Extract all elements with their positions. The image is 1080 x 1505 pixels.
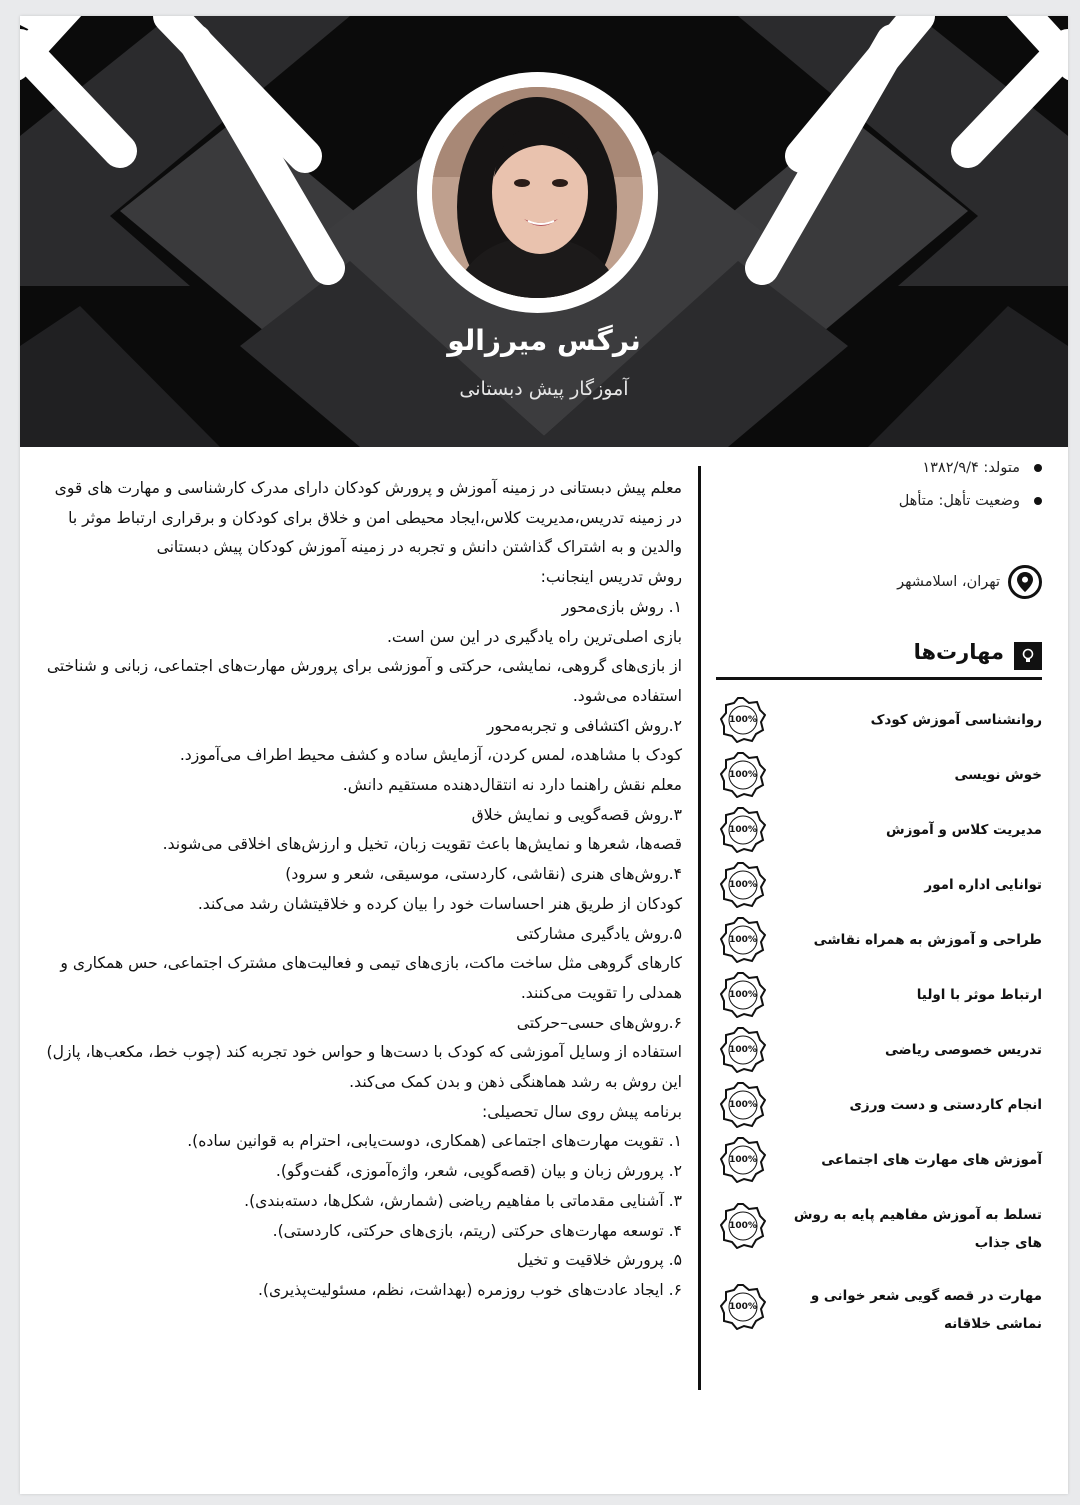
about-line: ۳.روش قصه‌گویی و نمایش خلاق [471,805,682,824]
skill-label: تسلط به آموزش مفاهیم پایه به روش های جذاب [793,1207,1042,1251]
skill-label: روانشناسی آموزش کودک [870,712,1042,728]
about-line: ۱. روش بازی‌محور [561,597,682,616]
skill-level-badge [720,1203,766,1249]
about-section [42,474,682,1306]
skill-item [716,1282,1042,1332]
lightbulb-icon [1014,642,1042,670]
skill-percent: 100% [729,1100,757,1110]
info-birthdate: متولد: ۱۳۸۲/۹/۴ [922,460,1042,476]
resume-name: نرگس میرزالو [447,324,641,357]
about-line: معلم نقش راهنما دارد نه انتقال‌دهنده مستقیم دانش. [342,776,682,795]
skill-level-badge [720,697,766,743]
about-line: روش تدریس اینجانب: [540,568,682,587]
skill-level-badge [720,807,766,853]
about-line: این روش به رشد هماهنگی ذهن و بدن کمک می‌کند. [349,1073,682,1092]
skill-label: انجام کاردستی و دست ورزی [849,1097,1042,1113]
skill-item [716,1091,1042,1141]
about-line: برنامه پیش روی سال تحصیلی: [482,1102,682,1121]
about-line: از بازی‌های گروهی، نمایشی، حرکتی و آموزشی برای پرورش مهارت‌های اجتماعی، زبانی و شناختی استفاده می‌شود. [46,657,682,705]
about-line: قصه‌ها، شعرها و نمایش‌ها باعث تقویت زبان، تخیل و ارزش‌های اخلاقی می‌شوند. [162,835,682,854]
skill-item [716,761,1042,811]
bullet-icon [1034,497,1042,505]
skill-item [716,816,1042,866]
skill-percent: 100% [729,770,757,780]
about-line: ۴. توسعه مهارت‌های حرکتی (ریتم، بازی‌های حرکتی، کاردستی). [272,1221,682,1240]
profile-photo [432,87,643,298]
location-text: تهران، اسلامشهر [897,574,1000,590]
about-line: بازی اصلی‌ترین راه یادگیری در این سن است. [386,627,682,646]
skill-label: ارتباط موثر با اولیا [916,987,1042,1003]
column-divider [698,466,701,1390]
skill-percent: 100% [729,715,757,725]
resume-job-title: آموزگار پیش دبستانی [459,378,629,400]
skill-label: تدریس خصوصی ریاضی [884,1042,1042,1058]
skill-percent: 100% [729,825,757,835]
about-line: کارهای گروهی مثل ساخت ماکت، بازی‌های تیمی و فعالیت‌های مشترک اجتماعی، حس همکاری و همدلی را تقویت می‌کنند. [60,954,682,1002]
skill-item [716,926,1042,976]
skill-level-badge [720,862,766,908]
skill-item [716,1201,1042,1251]
about-line: ۴.روش‌های هنری (نقاشی، کاردستی، موسیقی، شعر و سرود) [285,865,682,884]
about-line: ۶. ایجاد عادت‌های خوب روزمره (بهداشت، نظم، مسئولیت‌پذیری). [257,1280,682,1299]
skills-title: مهارت‌ها [913,640,1004,664]
resume-page [20,16,1068,1494]
skill-label: خوش نویسی [954,767,1042,783]
about-line: ۵.روش یادگیری مشارکتی [515,924,682,943]
about-line: ۲.روش اکتشافی و تجربه‌محور [486,716,682,735]
skill-label: مدیریت کلاس و آموزش [885,822,1042,838]
skill-percent: 100% [729,990,757,1000]
skill-percent: 100% [729,935,757,945]
skill-percent: 100% [729,880,757,890]
about-line: معلم پیش دبستانی در زمینه آموزش و پرورش کودکان دارای مدرک کارشناسی و مهارت های قوی در زمینه تدریس،مدیریت کلاس،ایجاد محیطی امن و خلاق برای کودکان و برقراری ارتباط موثر با والدین و به اشتراک گذاشتن دانش و تجربه در زمینه آموزش کودکان پیش دبستانی [54,479,682,557]
skill-percent: 100% [729,1221,757,1231]
about-line: کودک با مشاهده، لمس کردن، آزمایش ساده و کشف محیط اطراف می‌آموزد. [179,746,682,765]
skills-header [716,640,1042,680]
skill-level-badge [720,917,766,963]
about-line: ۶.روش‌های حسی–حرکتی [516,1013,682,1032]
map-pin-icon [1008,565,1042,599]
skill-item [716,1146,1042,1196]
skill-level-badge [720,752,766,798]
skill-percent: 100% [729,1155,757,1165]
skill-percent: 100% [729,1302,757,1312]
skill-item [716,981,1042,1031]
about-line: ۱. تقویت مهارت‌های اجتماعی (همکاری، دوست‌یابی، احترام به قوانین ساده). [187,1132,682,1151]
skill-item [716,1036,1042,1086]
about-line: کودکان از طریق هنر احساسات خود را بیان کرده و خلاقیتشان رشد می‌کند. [197,894,682,913]
profile-photo-frame [417,72,658,313]
skill-level-badge [720,1082,766,1128]
bullet-icon [1034,464,1042,472]
skill-label: مهارت در قصه گویی شعر خوانی و نماشی خلاقانه [810,1288,1042,1332]
skill-label: توانایی اداره امور [924,877,1042,893]
skill-item [716,871,1042,921]
location-row [897,565,1042,599]
about-line: ۲. پرورش زبان و بیان (قصه‌گویی، شعر، واژه‌آموزی، گفت‌وگو). [275,1162,682,1181]
skill-item [716,706,1042,756]
info-marital-status: وضعیت تأهل: متأهل [899,493,1042,509]
skill-level-badge [720,1284,766,1330]
about-line: ۵. پرورش خلاقیت و تخیل [516,1251,682,1270]
skill-percent: 100% [729,1045,757,1055]
about-line: استفاده از وسایل آموزشی که کودک با دست‌ها و حواس خود تجربه کند (چوب خط، مکعب‌ها، پازل) [46,1043,682,1062]
skill-level-badge [720,1027,766,1073]
skill-level-badge [720,972,766,1018]
about-line: ۳. آشنایی مقدماتی با مفاهیم ریاضی (شمارش، شکل‌ها، دسته‌بندی). [244,1191,682,1210]
skill-level-badge [720,1137,766,1183]
skill-label: آموزش های مهارت های اجتماعی [821,1152,1042,1168]
skill-label: طراحی و آموزش به همراه نقاشی [813,932,1042,948]
resume-header [20,16,1068,447]
